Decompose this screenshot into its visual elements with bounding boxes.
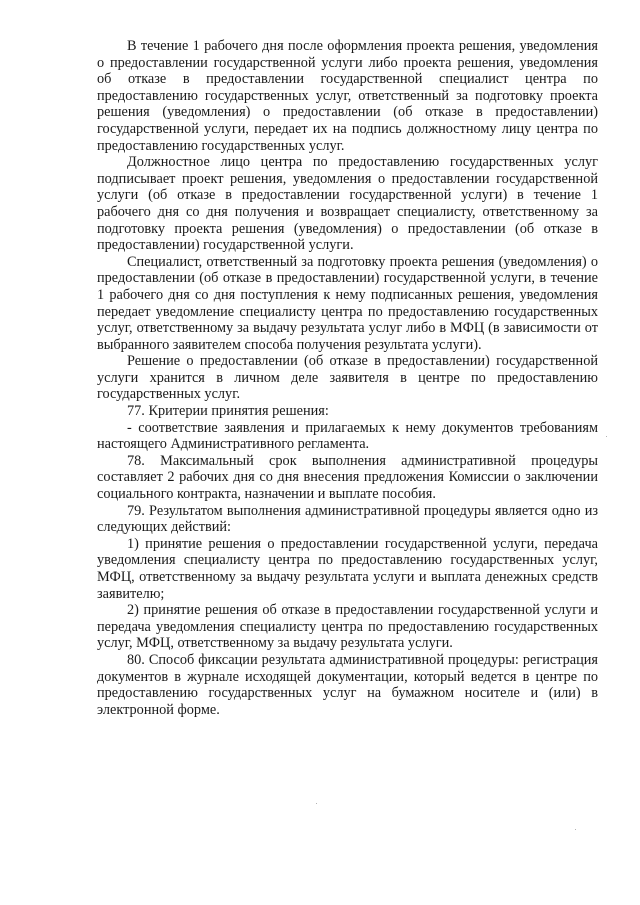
- paragraph-79-item-2: 2) принятие решения об отказе в предоставлении государственной услуги и передача уведомления специалисту центра по предоставлению государственных услуг, МФЦ, ответственному за выдачу результата услуги.: [97, 602, 598, 652]
- paragraph-78-max-duration: 78. Максимальный срок выполнения административной процедуры составляет 2 рабочих дня со дня внесения предложения Комиссии о заключении социального контракта, назначении и выплате пособия.: [97, 452, 598, 503]
- scan-speck: [575, 829, 576, 830]
- paragraph-77-criterion: - соответствие заявления и прилагаемых к нему документов требованиям настоящего Административного регламента.: [97, 419, 598, 453]
- paragraph-79-item-1: 1) принятие решения о предоставлении государственной услуги, передача уведомления специалисту центра по предоставлению государственных услуг, МФЦ, ответственному за выдачу результата услуги и выплата денежных средств заявителю;: [97, 535, 598, 602]
- scan-speck: [606, 436, 607, 437]
- paragraph-transfer-for-signature: В течение 1 рабочего дня после оформления проекта решения, уведомления о предоставлении государственной услуги либо проекта решения, уведомления об отказе в предоставлении государственной специалист центра по предоставлению государственных услуг, ответственный за подготовку проекта решения (уведомления) о предоставлении (об отказе в предоставлении) государственной услуги, передает их на подпись должностному лицу центра по предоставлению государственных услуг.: [97, 38, 598, 154]
- paragraph-80-recording-method: 80. Способ фиксации результата административной процедуры: регистрация документов в журнале исходящей документации, который ведется в центре по предоставлению государственных услуг на бумажном носителе и (или) в электронной форме.: [97, 651, 598, 718]
- paragraph-decision-storage: Решение о предоставлении (об отказе в предоставлении) государственной услуги хранится в личном деле заявителя в центре по предоставлению государственных услуг.: [97, 353, 598, 403]
- paragraph-specialist-transfers-notice: Специалист, ответственный за подготовку проекта решения (уведомления) о предоставлении (об отказе в предоставлении) государственной услуги, в течение 1 рабочего дня со дня поступления к нему подписанных решения, уведомления передает уведомление специалисту центра по предоставлению государственных услуг, ответственному за выдачу результата услуг либо в МФЦ (в зависимости от выбранного заявителем способа получения результата услуги).: [97, 253, 598, 353]
- paragraph-79-result-heading: 79. Результатом выполнения административной процедуры является одно из следующих действий:: [97, 502, 598, 536]
- scan-speck: [316, 803, 317, 804]
- paragraph-official-signs: Должностное лицо центра по предоставлению государственных услуг подписывает проект решения, уведомления о предоставлении государственной услуги (об отказе в предоставлении государственной услуги) в течение 1 рабочего дня со дня получения и возвращает специалисту, ответственному за подготовку проекта решения (уведомления) о предоставлении (об отказе в предоставлении) государственной услуги.: [97, 154, 598, 254]
- paragraph-77-criteria-heading: 77. Критерии принятия решения:: [127, 403, 329, 420]
- document-body: [97, 38, 598, 718]
